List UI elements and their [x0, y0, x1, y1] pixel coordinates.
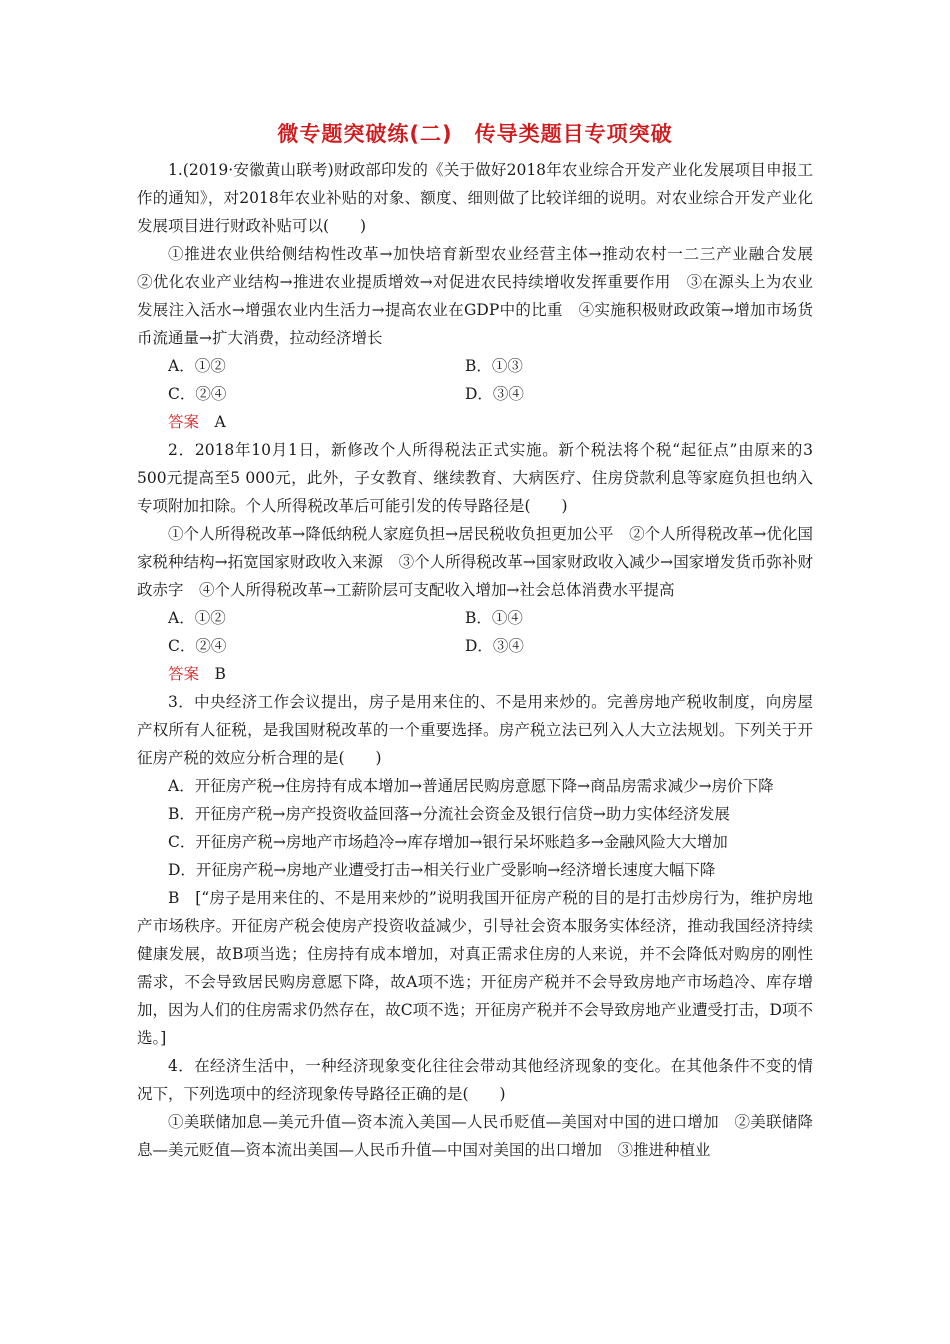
- question-2-option-b: B．①④: [465, 609, 523, 627]
- question-2-options-row-2: [137, 632, 813, 660]
- question-1-option-a: A．①②: [168, 357, 226, 375]
- question-2-option-a: A．①②: [168, 609, 226, 627]
- question-1-option-b: B．①③: [465, 357, 523, 375]
- question-2-option-d: D．③④: [465, 637, 524, 655]
- question-3-explanation: B [“房子是用来住的、不是用来炒的”说明我国开征房产税的目的是打击炒房行为，维护房地产市场秩序。开征房产税会使房产投资收益减少，引导社会资本服务实体经济，推动我国经济持续健康发展，故B项当选；住房持有成本增加，对真正需求住房的人来说，并不会降低对购房的刚性需求，不会导致居民购房意愿下降，故A项不选；开征房产税并不会导致房地产市场趋冷、库存增加，因为人们的住房需求仍然存在，故C项不选；开征房产税并不会导致房地产业遭受打击，D项不选。]: [137, 889, 813, 1047]
- question-4-items: ①美联储加息—美元升值—资本流入美国—人民币贬值—美国对中国的进口增加 ②美联储降息—美元贬值—资本流出美国—人民币升值—中国对美国的出口增加 ③推进种植业: [137, 1113, 813, 1159]
- question-1-option-d: D．③④: [465, 385, 524, 403]
- answer-value: B: [214, 665, 226, 683]
- question-1-options-row-1: [137, 352, 813, 380]
- answer-label: 答案: [168, 413, 200, 431]
- question-2-items: ①个人所得税改革→降低纳税人家庭负担→居民税收负担更加公平 ②个人所得税改革→优化国家税种结构→拓宽国家财政收入来源 ③个人所得税改革→国家财政收入减少→国家增发货币弥补财政赤字 ④个人所得税改革→工薪阶层可支配收入增加→社会总体消费水平提高: [137, 525, 813, 599]
- question-1-option-c: C．②④: [168, 385, 227, 403]
- question-2-stem: 2．2018年10月1日，新修改个人所得税法正式实施。新个税法将个税“起征点”由原来的3 500元提高至5 000元，此外，子女教育、继续教育、大病医疗、住房贷款利息等家庭负担也纳入专项附加扣除。个人所得税改革后可能引发的传导路径是( ): [137, 441, 813, 515]
- question-4-stem: 4．在经济生活中，一种经济现象变化往往会带动其他经济现象的变化。在其他条件不变的情况下，下列选项中的经济现象传导路径正确的是( ): [137, 1057, 813, 1103]
- question-3-option-c: C．开征房产税→房地产市场趋冷→库存增加→银行呆坏账趋多→金融风险大大增加: [168, 833, 728, 851]
- question-1-answer: [137, 408, 813, 436]
- question-1-options-row-2: [137, 380, 813, 408]
- answer-value: A: [214, 413, 226, 431]
- document-page: [137, 118, 829, 1164]
- question-1-items: ①推进农业供给侧结构性改革→加快培育新型农业经营主体→推动农村一二三产业融合发展 ②优化农业产业结构→推进农业提质增效→对促进农民持续增收发挥重要作用 ③在源头上为农业发展注入活水→增强农业内生活力→提高农业在GDP中的比重 ④实施积极财政政策→增加市场货币流通量→扩大消费，拉动经济增长: [137, 245, 829, 347]
- question-2-options-row-1: [137, 604, 813, 632]
- answer-label: 答案: [168, 665, 200, 683]
- page-title: 微专题突破练(二) 传导类题目专项突破: [277, 122, 673, 146]
- question-3-option-b: B．开征房产税→房产投资收益回落→分流社会资金及银行信贷→助力实体经济发展: [168, 805, 730, 823]
- question-2-answer: [137, 660, 813, 688]
- question-3-stem: 3．中央经济工作会议提出，房子是用来住的、不是用来炒的。完善房地产税收制度，向房屋产权所有人征税，是我国财税改革的一个重要选择。房产税立法已列入人大立法规划。下列关于开征房产税的效应分析合理的是( ): [137, 693, 813, 767]
- question-2-option-c: C．②④: [168, 637, 227, 655]
- question-3-option-a: A．开征房产税→住房持有成本增加→普通居民购房意愿下降→商品房需求减少→房价下降: [168, 777, 774, 795]
- question-3-option-d: D．开征房产税→房地产业遭受打击→相关行业广受影响→经济增长速度大幅下降: [168, 861, 716, 879]
- question-1-stem: 1.(2019·安徽黄山联考)财政部印发的《关于做好2018年农业综合开发产业化发展项目申报工作的通知》，对2018年农业补贴的对象、额度、细则做了比较详细的说明。对农业综合开发产业化发展项目进行财政补贴可以( ): [137, 161, 813, 235]
